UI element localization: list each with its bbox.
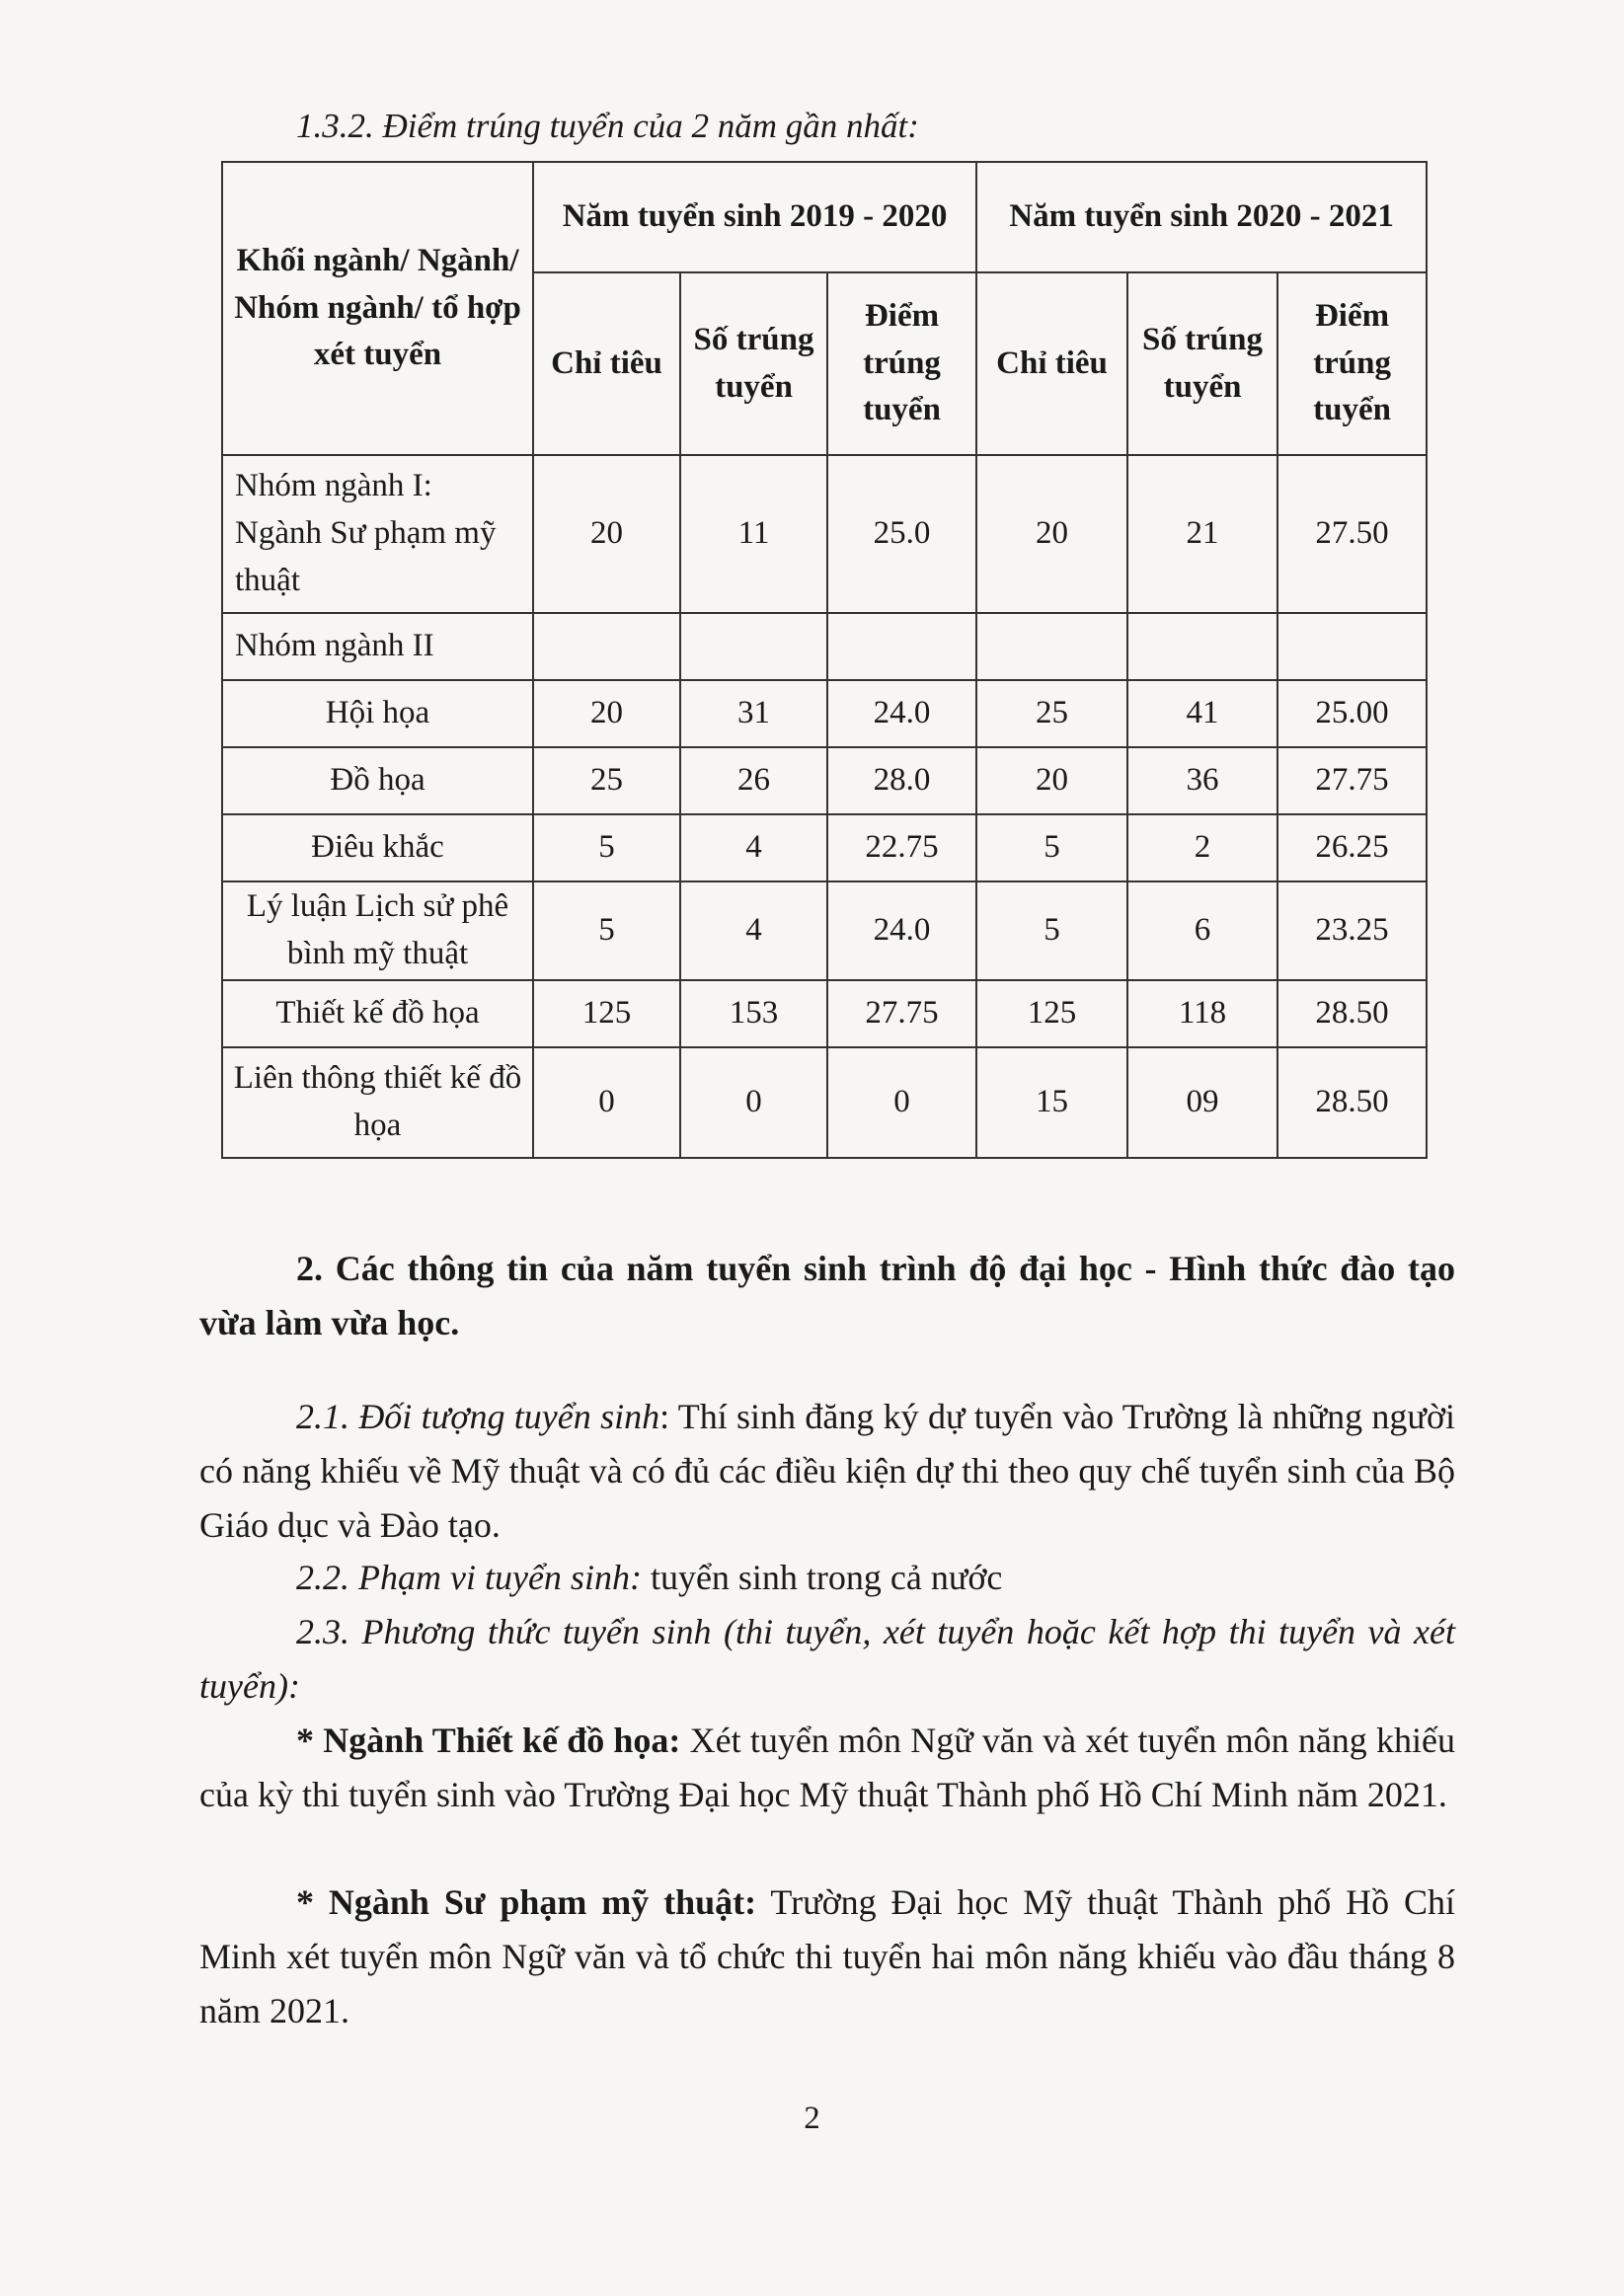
cell: [1127, 613, 1277, 680]
year1-header: Năm tuyển sinh 2019 - 2020: [533, 162, 976, 272]
cell: 25: [533, 747, 680, 814]
cell: 125: [976, 980, 1127, 1047]
cell: 0: [680, 1047, 827, 1158]
cell: 20: [533, 680, 680, 747]
cell: 20: [533, 455, 680, 613]
cell: 25.0: [827, 455, 976, 613]
art-pedagogy-label: * Ngành Sư phạm mỹ thuật:: [296, 1882, 757, 1922]
section-title: 1.3.2. Điểm trúng tuyển của 2 năm gần nhất:: [296, 107, 919, 145]
cell: 36: [1127, 747, 1277, 814]
paragraph-2-2-text: tuyển sinh trong cả nước: [641, 1558, 1003, 1597]
cell: 28.0: [827, 747, 976, 814]
paragraph-2-1-label: 2.1. Đối tượng tuyển sinh: [296, 1397, 660, 1436]
table-row: [222, 881, 1427, 980]
row-label: Nhóm ngành II: [222, 613, 533, 680]
cell: [827, 613, 976, 680]
cell: 5: [533, 814, 680, 881]
cell: 31: [680, 680, 827, 747]
cell: 28.50: [1277, 1047, 1427, 1158]
row-label: Lý luận Lịch sử phê bình mỹ thuật: [222, 881, 533, 980]
cell: 20: [976, 455, 1127, 613]
row-label: Đồ họa: [222, 747, 533, 814]
cell: [1277, 613, 1427, 680]
cell: 4: [680, 814, 827, 881]
paragraph-2-2: [199, 1551, 1455, 1605]
table-row: [222, 613, 1427, 680]
paragraph-2-1-text: : Thí sinh đăng ký dự tuyển vào Trường là những người có năng khiếu về Mỹ thuật và có đủ các điều kiện dự thi theo quy chế tuyển sinh của Bộ Giáo dục và Đào tạo.: [199, 1397, 1455, 1545]
table-row: [222, 1047, 1427, 1158]
graphic-design-text: Xét tuyển môn Ngữ văn và xét tuyển môn năng khiếu của kỳ thi tuyển sinh vào Trường Đại học Mỹ thuật Thành phố Hồ Chí Minh năm 2021.: [199, 1721, 1455, 1814]
cell: 28.50: [1277, 980, 1427, 1047]
cell: 125: [533, 980, 680, 1047]
cell: 11: [680, 455, 827, 613]
cell: 5: [533, 881, 680, 980]
cell: 24.0: [827, 881, 976, 980]
cell: 24.0: [827, 680, 976, 747]
graphic-design-label: * Ngành Thiết kế đồ họa:: [296, 1721, 681, 1760]
row-label: Hội họa: [222, 680, 533, 747]
cell: 09: [1127, 1047, 1277, 1158]
subheader-cell: Số trúng tuyển: [680, 272, 827, 455]
cell: 0: [533, 1047, 680, 1158]
subheader-cell: Điểm trúng tuyển: [827, 272, 976, 455]
subheader-cell: Số trúng tuyển: [1127, 272, 1277, 455]
table-row: [222, 747, 1427, 814]
table-row: [222, 455, 1427, 613]
subheader-cell: Chỉ tiêu: [976, 272, 1127, 455]
row-label: Điêu khắc: [222, 814, 533, 881]
cell: [680, 613, 827, 680]
cell: 26.25: [1277, 814, 1427, 881]
cell: 5: [976, 881, 1127, 980]
art-pedagogy-text: Trường Đại học Mỹ thuật Thành phố Hồ Chí Minh xét tuyển môn Ngữ văn và tổ chức thi tuyển hai môn năng khiếu vào đầu tháng 8 năm 2021.: [199, 1882, 1455, 2030]
paragraph-art-pedagogy: [199, 1875, 1455, 2038]
cell: 153: [680, 980, 827, 1047]
subheader-cell: Điểm trúng tuyển: [1277, 272, 1427, 455]
row-label: Liên thông thiết kế đồ họa: [222, 1047, 533, 1158]
cell: 5: [976, 814, 1127, 881]
cell: 41: [1127, 680, 1277, 747]
cell: 20: [976, 747, 1127, 814]
cell: 25: [976, 680, 1127, 747]
cell: 26: [680, 747, 827, 814]
cell: 27.75: [1277, 747, 1427, 814]
row-label: Thiết kế đồ họa: [222, 980, 533, 1047]
table-header-row: [222, 162, 1427, 272]
year2-header: Năm tuyển sinh 2020 - 2021: [976, 162, 1427, 272]
cell: 27.75: [827, 980, 976, 1047]
section2-heading: 2. Các thông tin của năm tuyển sinh trình độ đại học - Hình thức đào tạo vừa làm vừa học.: [199, 1249, 1455, 1342]
subheader-cell: Chỉ tiêu: [533, 272, 680, 455]
row-label: Nhóm ngành I: Ngành Sư phạm mỹ thuật: [222, 455, 533, 613]
cell: 23.25: [1277, 881, 1427, 980]
page-number: 2: [804, 2101, 820, 2136]
cell: 27.50: [1277, 455, 1427, 613]
paragraph-2-3: 2.3. Phương thức tuyển sinh (thi tuyển, xét tuyển hoặc kết hợp thi tuyển và xét tuyển):: [199, 1612, 1455, 1706]
cell: 2: [1127, 814, 1277, 881]
cell: 6: [1127, 881, 1277, 980]
cell: 118: [1127, 980, 1277, 1047]
cell: 15: [976, 1047, 1127, 1158]
cell: 25.00: [1277, 680, 1427, 747]
paragraph-graphic-design: [199, 1714, 1455, 1822]
table-row: [222, 980, 1427, 1047]
table-row: [222, 814, 1427, 881]
paragraph-2-1: [199, 1390, 1455, 1553]
paragraph-2-2-label: 2.2. Phạm vi tuyển sinh:: [296, 1558, 642, 1597]
cell: 21: [1127, 455, 1277, 613]
cell: [976, 613, 1127, 680]
cell: [533, 613, 680, 680]
cell: 22.75: [827, 814, 976, 881]
admission-scores-table: [221, 161, 1428, 1159]
cell: 4: [680, 881, 827, 980]
cell: 0: [827, 1047, 976, 1158]
group-column-header: Khối ngành/ Ngành/ Nhóm ngành/ tổ hợp xét tuyển: [222, 162, 533, 455]
table-row: [222, 680, 1427, 747]
